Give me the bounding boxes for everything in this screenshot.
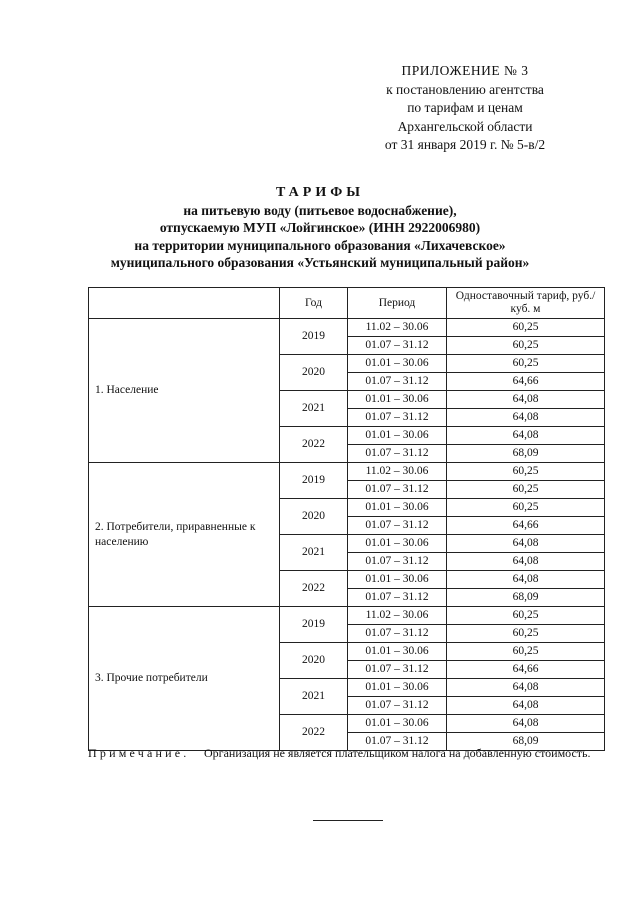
period-cell: 11.02 – 30.06: [348, 607, 447, 625]
table-header-row: [89, 288, 605, 319]
year-cell: 2021: [280, 679, 348, 715]
appendix-line-resolution: к постановлению агентства: [386, 81, 544, 97]
closing-rule: [313, 820, 383, 821]
tariff-cell: 60,25: [447, 463, 605, 481]
tariff-cell: 60,25: [447, 481, 605, 499]
period-cell: 01.01 – 30.06: [348, 643, 447, 661]
tariff-cell: 60,25: [447, 499, 605, 517]
period-cell: 01.07 – 31.12: [348, 589, 447, 607]
title-line-district: муниципального образования «Устьянский муниципальный район»: [110, 255, 530, 270]
year-cell: 2021: [280, 391, 348, 427]
category-cell: 2. Потребители, приравненные к населению: [89, 463, 280, 607]
category-cell: 3. Прочие потребители: [89, 607, 280, 751]
year-cell: 2022: [280, 427, 348, 463]
year-cell: 2022: [280, 715, 348, 751]
category-cell: 1. Население: [89, 319, 280, 463]
tariff-table-body: [89, 319, 605, 751]
table-row: [89, 607, 605, 625]
table-row: [89, 319, 605, 337]
period-cell: 01.07 – 31.12: [348, 625, 447, 643]
appendix-line-date: от 31 января 2019 г. № 5-в/2: [384, 137, 546, 152]
period-cell: 11.02 – 30.06: [348, 319, 447, 337]
tariff-cell: 64,66: [447, 517, 605, 535]
header-category: [89, 288, 280, 319]
tariff-cell: 64,08: [447, 715, 605, 733]
table-row: [89, 463, 605, 481]
tariff-cell: 64,08: [447, 391, 605, 409]
tariff-cell: 60,25: [447, 625, 605, 643]
tariff-cell: 68,09: [447, 445, 605, 463]
title-heading: ТАРИФЫ: [276, 185, 364, 200]
appendix-number: ПРИЛОЖЕНИЕ № 3: [401, 63, 529, 78]
period-cell: 01.07 – 31.12: [348, 481, 447, 499]
tariff-cell: 64,08: [447, 535, 605, 553]
period-cell: 01.07 – 31.12: [348, 337, 447, 355]
title-line-subject: на питьевую воду (питьевое водоснабжение),: [183, 202, 457, 218]
period-cell: 01.01 – 30.06: [348, 427, 447, 445]
appendix-header: [350, 62, 580, 155]
period-cell: 01.01 – 30.06: [348, 571, 447, 589]
document-title: [60, 184, 580, 272]
appendix-line-region: Архангельской области: [397, 118, 533, 134]
note-label: Примечание.: [88, 746, 190, 760]
period-cell: 01.07 – 31.12: [348, 409, 447, 427]
year-cell: 2019: [280, 319, 348, 355]
tariff-cell: 64,08: [447, 427, 605, 445]
header-year: Год: [280, 288, 348, 319]
title-line-territory: на территории муниципального образования «Лихачевское»: [134, 237, 506, 253]
year-cell: 2020: [280, 499, 348, 535]
period-cell: 01.01 – 30.06: [348, 355, 447, 373]
tariff-cell: 60,25: [447, 337, 605, 355]
tariff-cell: 64,08: [447, 571, 605, 589]
tariff-cell: 60,25: [447, 319, 605, 337]
appendix-line-agency: по тарифам и ценам: [407, 100, 523, 115]
period-cell: 01.07 – 31.12: [348, 373, 447, 391]
period-cell: 01.07 – 31.12: [348, 661, 447, 679]
tariff-cell: 64,66: [447, 373, 605, 391]
tariff-cell: 64,08: [447, 409, 605, 427]
note-text: Организация не является плательщиком налога на добавленную стоимость.: [204, 746, 591, 760]
period-cell: 01.07 – 31.12: [348, 733, 447, 751]
year-cell: 2019: [280, 607, 348, 643]
tariff-cell: 64,66: [447, 661, 605, 679]
tariff-cell: 64,08: [447, 697, 605, 715]
year-cell: 2020: [280, 643, 348, 679]
tariff-table: [88, 287, 605, 751]
period-cell: 01.07 – 31.12: [348, 697, 447, 715]
year-cell: 2020: [280, 355, 348, 391]
tariff-cell: 60,25: [447, 643, 605, 661]
period-cell: 01.01 – 30.06: [348, 499, 447, 517]
period-cell: 01.07 – 31.12: [348, 553, 447, 571]
period-cell: 01.01 – 30.06: [348, 391, 447, 409]
tariff-cell: 64,08: [447, 679, 605, 697]
year-cell: 2019: [280, 463, 348, 499]
tariff-cell: 68,09: [447, 589, 605, 607]
period-cell: 01.01 – 30.06: [348, 715, 447, 733]
tariff-cell: 60,25: [447, 607, 605, 625]
title-line-supplier: отпускаемую МУП «Лойгинское» (ИНН 2922006980): [159, 220, 481, 235]
period-cell: 01.01 – 30.06: [348, 679, 447, 697]
period-cell: 01.01 – 30.06: [348, 535, 447, 553]
tariff-cell: 60,25: [447, 355, 605, 373]
period-cell: 01.07 – 31.12: [348, 445, 447, 463]
header-tariff: Одноставочный тариф, руб./куб. м: [447, 288, 605, 319]
year-cell: 2021: [280, 535, 348, 571]
tariff-cell: 64,08: [447, 553, 605, 571]
header-period: Период: [348, 288, 447, 319]
year-cell: 2022: [280, 571, 348, 607]
tariff-cell: 68,09: [447, 733, 605, 751]
period-cell: 11.02 – 30.06: [348, 463, 447, 481]
period-cell: 01.07 – 31.12: [348, 517, 447, 535]
